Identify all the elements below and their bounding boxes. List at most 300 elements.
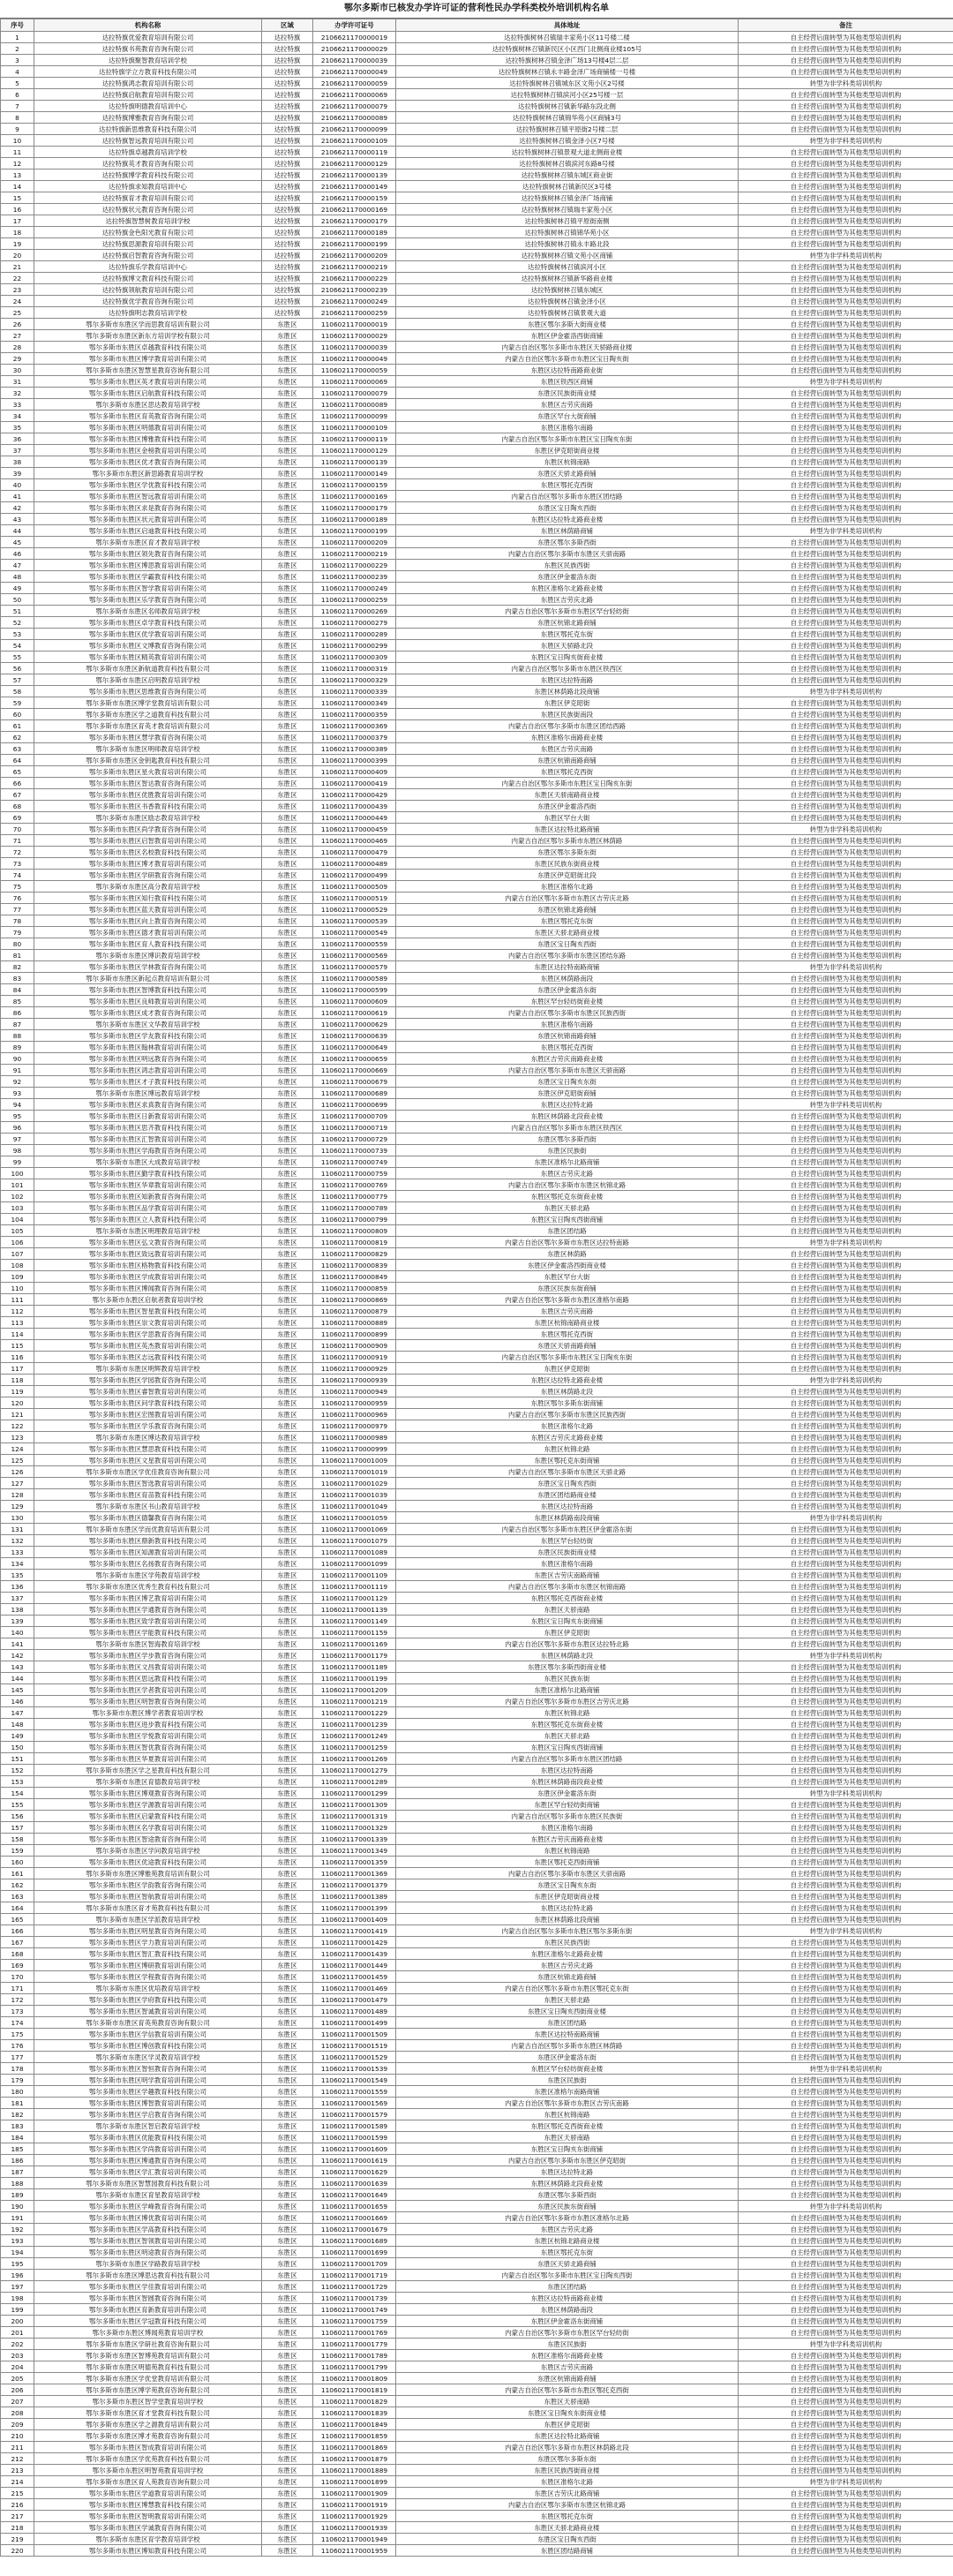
cell-address: 东胜区准格尔北路 (396, 1420, 739, 1432)
cell-license: 1106021170000659 (313, 1053, 396, 1065)
cell-seq: 92 (1, 1076, 34, 1088)
cell-note: 自主经营后面转型为其他类型培训机构 (739, 491, 953, 502)
cell-seq: 48 (1, 571, 34, 583)
cell-note: 转型为非学科类培训机构 (739, 961, 953, 973)
cell-license: 1106021170001859 (313, 2430, 396, 2442)
cell-seq: 125 (1, 1455, 34, 1466)
cell-note: 自主经营后面转型为其他类型培训机构 (739, 812, 953, 824)
cell-area: 东胜区 (262, 1099, 313, 1111)
cell-address: 东胜区杭锦南路 (396, 2109, 739, 2120)
cell-name: 鄂尔多斯市东胜区智启教育培训学校 (34, 2120, 262, 2132)
table-row (1, 766, 953, 778)
cell-seq: 192 (1, 2224, 34, 2235)
cell-seq: 208 (1, 2407, 34, 2419)
cell-name: 鄂尔多斯市东胜区名学教育培训有限公司 (34, 1822, 262, 1834)
table-row (1, 1902, 953, 1914)
cell-area: 东胜区 (262, 1283, 313, 1294)
cell-address: 东胜区达拉特北路商业楼 (396, 1375, 739, 1386)
cell-seq: 76 (1, 893, 34, 904)
cell-area: 达拉特旗 (262, 284, 313, 296)
table-row (1, 491, 953, 502)
cell-seq: 40 (1, 479, 34, 491)
cell-license: 2106621170000139 (313, 169, 396, 181)
cell-name: 鄂尔多斯市东胜区育新教育培训有限公司 (34, 2304, 262, 2316)
cell-license: 1106021170000509 (313, 881, 396, 893)
cell-name: 鄂尔多斯市东胜区知行教育科技有限公司 (34, 893, 262, 904)
table-row (1, 2098, 953, 2109)
cell-note: 转型为非学科类培训机构 (739, 2339, 953, 2350)
cell-area: 东胜区 (262, 1294, 313, 1306)
cell-license: 1106021170000099 (313, 411, 396, 422)
cell-license: 1106021170001959 (313, 2545, 396, 2557)
cell-area: 达拉特旗 (262, 124, 313, 135)
cell-name: 达拉特旗智远教育培训有限公司 (34, 135, 262, 147)
cell-address: 东胜区林荫路商铺 (396, 525, 739, 537)
cell-seq: 50 (1, 594, 34, 606)
cell-name: 鄂尔多斯市东胜区学路教育培训学校 (34, 2258, 262, 2270)
cell-note: 自主经营后面转型为其他类型培训机构 (739, 1753, 953, 1765)
cell-area: 东胜区 (262, 2270, 313, 2281)
table-row (1, 1707, 953, 1719)
cell-note: 自主经营后面转型为其他类型培训机构 (739, 743, 953, 755)
table-row (1, 1202, 953, 1214)
cell-area: 东胜区 (262, 1799, 313, 1811)
cell-name: 达拉特旗书苑教育咨询有限公司 (34, 43, 262, 55)
cell-license: 1106021170000139 (313, 456, 396, 468)
cell-note: 自主经营后面转型为其他类型培训机构 (739, 1283, 953, 1294)
cell-license: 1106021170001829 (313, 2396, 396, 2407)
cell-seq: 209 (1, 2419, 34, 2430)
cell-note: 自主经营后面转型为其他类型培训机构 (739, 1214, 953, 1225)
cell-note: 自主经营后面转型为其他类型培训机构 (739, 273, 953, 284)
cell-note: 转型为非学科类培训机构 (739, 78, 953, 89)
cell-note: 转型为非学科类培训机构 (739, 1237, 953, 1248)
cell-license: 1106021170000599 (313, 984, 396, 996)
table-row (1, 1524, 953, 1535)
cell-name: 鄂尔多斯市东胜区英杰教育培训有限公司 (34, 1340, 262, 1352)
cell-license: 1106021170000739 (313, 1145, 396, 1156)
cell-note: 自主经营后面转型为其他类型培训机构 (739, 32, 953, 43)
cell-area: 东胜区 (262, 1352, 313, 1363)
cell-name: 达拉特旗优爱教育培训有限公司 (34, 32, 262, 43)
cell-seq: 13 (1, 169, 34, 181)
cell-license: 1106021170001289 (313, 1776, 396, 1788)
cell-note: 自主经营后面转型为其他类型培训机构 (739, 1088, 953, 1099)
cell-seq: 173 (1, 2006, 34, 2017)
cell-license: 1106021170000419 (313, 778, 396, 789)
cell-address: 东胜区吉劳庆北路 (396, 2224, 739, 2235)
cell-name: 鄂尔多斯市东胜区学之道教育科技有限公司 (34, 709, 262, 720)
table-row (1, 1834, 953, 1845)
cell-seq: 122 (1, 1420, 34, 1432)
cell-seq: 118 (1, 1375, 34, 1386)
cell-address: 东胜区民族东街商铺 (396, 1283, 739, 1294)
table-row (1, 2511, 953, 2522)
cell-name: 鄂尔多斯市东胜区学海教育咨询有限公司 (34, 1145, 262, 1156)
cell-seq: 35 (1, 422, 34, 433)
cell-license: 2106621170000079 (313, 101, 396, 112)
cell-address: 东胜区达拉特北路 (396, 2166, 739, 2178)
cell-seq: 21 (1, 261, 34, 273)
cell-address: 内蒙古自治区鄂尔多斯市东胜区伊克昭街 (396, 2155, 739, 2166)
cell-address: 达拉特旗树林召镇新民区3号楼 (396, 181, 739, 192)
cell-name: 鄂尔多斯市东胜区学优佳教育咨询有限公司 (34, 1466, 262, 1478)
cell-note: 自主经营后面转型为其他类型培训机构 (739, 2373, 953, 2384)
cell-note: 转型为非学科类培训机构 (739, 1925, 953, 1937)
table-row (1, 629, 953, 640)
cell-seq: 88 (1, 1030, 34, 1042)
cell-area: 东胜区 (262, 904, 313, 915)
cell-area: 东胜区 (262, 858, 313, 870)
cell-license: 1106021170001839 (313, 2407, 396, 2419)
cell-area: 东胜区 (262, 2281, 313, 2293)
cell-address: 东胜区伊克昭街 (396, 697, 739, 709)
table-row (1, 961, 953, 973)
cell-license: 1106021170000939 (313, 1375, 396, 1386)
cell-note: 自主经营后面转型为其他类型培训机构 (739, 1742, 953, 1753)
table-row (1, 674, 953, 686)
table-row (1, 893, 953, 904)
cell-area: 东胜区 (262, 388, 313, 399)
cell-note: 自主经营后面转型为其他类型培训机构 (739, 2293, 953, 2304)
header-license: 办学许可证号 (313, 19, 396, 32)
table-row (1, 904, 953, 915)
cell-license: 1106021170000169 (313, 491, 396, 502)
cell-name: 鄂尔多斯市东胜区学峰教育咨询有限公司 (34, 2201, 262, 2212)
cell-name: 鄂尔多斯市东胜区学步教育咨询有限公司 (34, 1650, 262, 1661)
table-row (1, 2040, 953, 2052)
table-row (1, 1260, 953, 1271)
cell-seq: 174 (1, 2017, 34, 2029)
cell-seq: 33 (1, 399, 34, 411)
cell-note: 自主经营后面转型为其他类型培训机构 (739, 192, 953, 204)
cell-license: 2106621170000149 (313, 181, 396, 192)
table-row (1, 101, 953, 112)
cell-area: 东胜区 (262, 2488, 313, 2499)
table-row (1, 2453, 953, 2465)
cell-seq: 179 (1, 2075, 34, 2086)
table-row (1, 2419, 953, 2430)
cell-area: 东胜区 (262, 2304, 313, 2316)
cell-license: 1106021170001429 (313, 1937, 396, 1948)
table-row (1, 1443, 953, 1455)
cell-seq: 124 (1, 1443, 34, 1455)
cell-area: 东胜区 (262, 927, 313, 938)
cell-license: 1106021170001939 (313, 2522, 396, 2534)
cell-name: 鄂尔多斯市东胜区启航教育科技有限公司 (34, 388, 262, 399)
cell-area: 东胜区 (262, 720, 313, 732)
cell-seq: 69 (1, 812, 34, 824)
table-row (1, 1489, 953, 1501)
cell-address: 东胜区准格尔南路商业楼 (396, 2350, 739, 2361)
cell-address: 东胜区林荫路南段 (396, 973, 739, 984)
cell-area: 东胜区 (262, 812, 313, 824)
cell-note: 自主经营后面转型为其他类型培训机构 (739, 1501, 953, 1512)
cell-note: 自主经营后面转型为其他类型培训机构 (739, 2098, 953, 2109)
cell-name: 鄂尔多斯市东胜区宏图教育培训有限公司 (34, 1409, 262, 1420)
cell-license: 1106021170001149 (313, 1616, 396, 1627)
cell-seq: 103 (1, 1202, 34, 1214)
cell-address: 东胜区鄂托克东街 (396, 915, 739, 927)
table-row (1, 2029, 953, 2040)
cell-name: 鄂尔多斯市东胜区明智教育咨询有限公司 (34, 1696, 262, 1707)
cell-name: 鄂尔多斯市东胜区尚学教育咨询有限公司 (34, 824, 262, 835)
cell-seq: 127 (1, 1478, 34, 1489)
cell-license: 1106021170000259 (313, 594, 396, 606)
cell-seq: 30 (1, 365, 34, 376)
cell-name: 鄂尔多斯市东胜区学派教育培训学校 (34, 1914, 262, 1925)
table-row (1, 2017, 953, 2029)
cell-seq: 73 (1, 858, 34, 870)
cell-license: 1106021170001599 (313, 2132, 396, 2143)
cell-seq: 106 (1, 1237, 34, 1248)
cell-name: 鄂尔多斯市东胜区智汇教育科技有限公司 (34, 1948, 262, 1960)
cell-seq: 107 (1, 1248, 34, 1260)
cell-license: 1106021170000409 (313, 766, 396, 778)
cell-area: 东胜区 (262, 1834, 313, 1845)
cell-seq: 63 (1, 743, 34, 755)
cell-address: 东胜区罕台轻纺街 (396, 1535, 739, 1547)
cell-area: 东胜区 (262, 2143, 313, 2155)
cell-area: 达拉特旗 (262, 238, 313, 250)
cell-address: 内蒙古自治区鄂尔多斯市东胜区宝日陶亥街 (396, 353, 739, 365)
cell-address: 东胜区宝日陶亥东街 (396, 1076, 739, 1088)
cell-name: 鄂尔多斯市东胜区智途教育咨询有限公司 (34, 1834, 262, 1845)
cell-address: 东胜区宝日陶亥西街 (396, 502, 739, 514)
cell-license: 1106021170001739 (313, 2293, 396, 2304)
table-row (1, 1788, 953, 1799)
cell-name: 鄂尔多斯市东胜区卓越教育科技有限公司 (34, 342, 262, 353)
cell-seq: 5 (1, 78, 34, 89)
table-row (1, 433, 953, 445)
cell-seq: 123 (1, 1432, 34, 1443)
cell-address: 东胜区准格尔南路 (396, 1558, 739, 1570)
cell-license: 1106021170000439 (313, 801, 396, 812)
table-row (1, 571, 953, 583)
cell-address: 东胜区伊克昭街商业楼 (396, 1891, 739, 1902)
cell-note: 自主经营后面转型为其他类型培训机构 (739, 1524, 953, 1535)
table-row (1, 1730, 953, 1742)
cell-note: 自主经营后面转型为其他类型培训机构 (739, 732, 953, 743)
cell-note: 自主经营后面转型为其他类型培训机构 (739, 1696, 953, 1707)
cell-note: 自主经营后面转型为其他类型培训机构 (739, 1661, 953, 1673)
cell-license: 1106021170001579 (313, 2109, 396, 2120)
cell-note: 自主经营后面转型为其他类型培训机构 (739, 238, 953, 250)
cell-seq: 169 (1, 1960, 34, 1971)
cell-address: 东胜区伊金霍洛东街 (396, 1788, 739, 1799)
cell-seq: 72 (1, 847, 34, 858)
cell-seq: 170 (1, 1971, 34, 1983)
cell-note: 自主经营后面转型为其他类型培训机构 (739, 1294, 953, 1306)
cell-name: 鄂尔多斯市东胜区才子教育科技有限公司 (34, 1076, 262, 1088)
cell-name: 鄂尔多斯市东胜区智博苑教育培训有限公司 (34, 2350, 262, 2361)
cell-area: 东胜区 (262, 1696, 313, 1707)
cell-address: 达拉特旗树林召镇锦华苑小区 (396, 227, 739, 238)
cell-license: 1106021170001329 (313, 1822, 396, 1834)
cell-area: 东胜区 (262, 1581, 313, 1593)
cell-license: 1106021170001099 (313, 1558, 396, 1570)
table-row (1, 1765, 953, 1776)
table-row (1, 1363, 953, 1375)
cell-note: 自主经营后面转型为其他类型培训机构 (739, 89, 953, 101)
cell-note: 自主经营后面转型为其他类型培训机构 (739, 2419, 953, 2430)
cell-seq: 182 (1, 2109, 34, 2120)
cell-name: 鄂尔多斯市东胜区博远教育培训学校 (34, 1088, 262, 1099)
cell-area: 东胜区 (262, 2293, 313, 2304)
cell-note: 自主经营后面转型为其他类型培训机构 (739, 330, 953, 342)
cell-note: 自主经营后面转型为其他类型培训机构 (739, 915, 953, 927)
cell-area: 东胜区 (262, 2476, 313, 2488)
table-row (1, 273, 953, 284)
cell-area: 东胜区 (262, 1845, 313, 1857)
cell-seq: 128 (1, 1489, 34, 1501)
cell-area: 东胜区 (262, 2178, 313, 2189)
cell-name: 达拉特旗博雅教育咨询有限公司 (34, 112, 262, 124)
cell-seq: 39 (1, 468, 34, 479)
cell-seq: 112 (1, 1306, 34, 1317)
cell-license: 1106021170001189 (313, 1661, 396, 1673)
table-row (1, 1776, 953, 1788)
cell-seq: 98 (1, 1145, 34, 1156)
table-row (1, 2006, 953, 2017)
table-row (1, 1306, 953, 1317)
cell-area: 东胜区 (262, 1811, 313, 1822)
cell-license: 1106021170001819 (313, 2384, 396, 2396)
cell-note: 自主经营后面转型为其他类型培训机构 (739, 1707, 953, 1719)
cell-note: 自主经营后面转型为其他类型培训机构 (739, 1363, 953, 1375)
table-row (1, 1983, 953, 1994)
cell-address: 内蒙古自治区鄂尔多斯市东胜区鄂托克东街 (396, 1983, 739, 1994)
cell-seq: 149 (1, 1730, 34, 1742)
cell-seq: 52 (1, 617, 34, 629)
cell-address: 内蒙古自治区鄂尔多斯市东胜区宝日陶亥西街 (396, 2270, 739, 2281)
cell-name: 鄂尔多斯市东胜区育才堂教育科技有限公司 (34, 2407, 262, 2419)
document-title: 鄂尔多斯市已核发办学许可证的营利性民办学科类校外培训机构名单 (0, 0, 953, 19)
cell-area: 东胜区 (262, 1661, 313, 1673)
cell-address: 内蒙古自治区鄂尔多斯市东胜区天骄南路 (396, 1065, 739, 1076)
cell-seq: 213 (1, 2465, 34, 2476)
cell-address: 内蒙古自治区鄂尔多斯市东胜区团结路 (396, 1753, 739, 1765)
cell-name: 鄂尔多斯市东胜区智领教育培训有限公司 (34, 2235, 262, 2247)
cell-area: 东胜区 (262, 1375, 313, 1386)
cell-license: 1106021170000209 (313, 537, 396, 548)
cell-note: 自主经营后面转型为其他类型培训机构 (739, 835, 953, 847)
table-row (1, 1719, 953, 1730)
cell-area: 东胜区 (262, 1030, 313, 1042)
cell-address: 东胜区团结路 (396, 2017, 739, 2029)
cell-license: 1106021170001179 (313, 1650, 396, 1661)
cell-license: 1106021170001789 (313, 2350, 396, 2361)
cell-name: 鄂尔多斯市东胜区智优教育咨询有限公司 (34, 1742, 262, 1753)
table-row (1, 2063, 953, 2075)
cell-address: 东胜区宝日陶亥街商业楼 (396, 652, 739, 663)
cell-note: 自主经营后面转型为其他类型培训机构 (739, 766, 953, 778)
cell-note: 自主经营后面转型为其他类型培训机构 (739, 158, 953, 169)
cell-note: 自主经营后面转型为其他类型培训机构 (739, 2270, 953, 2281)
cell-seq: 135 (1, 1570, 34, 1581)
cell-license: 1106021170000149 (313, 468, 396, 479)
cell-license: 1106021170000089 (313, 399, 396, 411)
cell-address: 东胜区鄂托克东街商业楼 (396, 1719, 739, 1730)
cell-name: 达拉特旗思源教育培训有限公司 (34, 238, 262, 250)
cell-seq: 163 (1, 1891, 34, 1902)
table-row (1, 1352, 953, 1363)
table-row (1, 1294, 953, 1306)
cell-address: 东胜区民族东街 (396, 1673, 739, 1684)
table-row (1, 1134, 953, 1145)
cell-note: 自主经营后面转型为其他类型培训机构 (739, 1730, 953, 1742)
cell-name: 鄂尔多斯市东胜区进步教育科技有限公司 (34, 1719, 262, 1730)
cell-seq: 172 (1, 1994, 34, 2006)
cell-seq: 151 (1, 1753, 34, 1765)
cell-note: 自主经营后面转型为其他类型培训机构 (739, 870, 953, 881)
cell-note: 自主经营后面转型为其他类型培训机构 (739, 2522, 953, 2534)
cell-name: 达拉特旗英才教育咨询有限公司 (34, 158, 262, 169)
cell-license: 1106021170000239 (313, 571, 396, 583)
cell-name: 鄂尔多斯市东胜区立人教育科技有限公司 (34, 1214, 262, 1225)
table-row (1, 2270, 953, 2281)
cell-area: 东胜区 (262, 1960, 313, 1971)
table-row (1, 2350, 953, 2361)
cell-address: 东胜区达拉特北路 (396, 1902, 739, 1914)
cell-address: 东胜区吉劳庆北路 (396, 1168, 739, 1179)
cell-note: 自主经营后面转型为其他类型培训机构 (739, 2407, 953, 2419)
cell-address: 东胜区达拉特南路商铺 (396, 961, 739, 973)
cell-area: 东胜区 (262, 1730, 313, 1742)
cell-name: 鄂尔多斯市东胜区学优堂教育培训有限公司 (34, 2373, 262, 2384)
cell-name: 鄂尔多斯市东胜区明德苑教育科技有限公司 (34, 2361, 262, 2373)
table-row (1, 1248, 953, 1260)
cell-seq: 171 (1, 1983, 34, 1994)
cell-area: 东胜区 (262, 2006, 313, 2017)
cell-address: 达拉特旗树林召镇金泽广场13号楼4层二层 (396, 55, 739, 66)
cell-license: 1106021170000909 (313, 1340, 396, 1352)
cell-area: 东胜区 (262, 1788, 313, 1799)
cell-license: 1106021170000429 (313, 789, 396, 801)
cell-area: 东胜区 (262, 2350, 313, 2361)
cell-note: 转型为非学科类培训机构 (739, 2201, 953, 2212)
cell-name: 鄂尔多斯市东胜区学灵教育培训学校 (34, 2052, 262, 2063)
cell-name: 鄂尔多斯市东胜区智圆教育咨询有限公司 (34, 2293, 262, 2304)
table-row (1, 2235, 953, 2247)
cell-area: 东胜区 (262, 479, 313, 491)
table-row (1, 1214, 953, 1225)
cell-address: 内蒙古自治区鄂尔多斯市东胜区林荫路 (396, 835, 739, 847)
cell-name: 鄂尔多斯市东胜区学研教育咨询有限公司 (34, 870, 262, 881)
cell-area: 东胜区 (262, 1489, 313, 1501)
cell-note: 自主经营后面转型为其他类型培训机构 (739, 1845, 953, 1857)
cell-seq: 116 (1, 1352, 34, 1363)
cell-name: 鄂尔多斯市东胜区博知教育科技有限公司 (34, 2545, 262, 2557)
cell-seq: 85 (1, 996, 34, 1007)
cell-area: 东胜区 (262, 984, 313, 996)
cell-name: 鄂尔多斯市东胜区文星教育培训有限公司 (34, 1455, 262, 1466)
cell-seq: 159 (1, 1845, 34, 1857)
cell-license: 1106021170001629 (313, 2166, 396, 2178)
cell-area: 东胜区 (262, 2442, 313, 2453)
cell-name: 鄂尔多斯市东胜区启航者教育培训学校 (34, 1294, 262, 1306)
table-row (1, 1111, 953, 1122)
cell-area: 东胜区 (262, 881, 313, 893)
cell-address: 内蒙古自治区鄂尔多斯市东胜区天骄南路 (396, 1868, 739, 1879)
cell-license: 1106021170001479 (313, 1994, 396, 2006)
table-row (1, 606, 953, 617)
cell-seq: 3 (1, 55, 34, 66)
table-row (1, 1753, 953, 1765)
cell-note: 转型为非学科类培训机构 (739, 2063, 953, 2075)
cell-license: 2106621170000259 (313, 307, 396, 319)
table-row (1, 215, 953, 227)
